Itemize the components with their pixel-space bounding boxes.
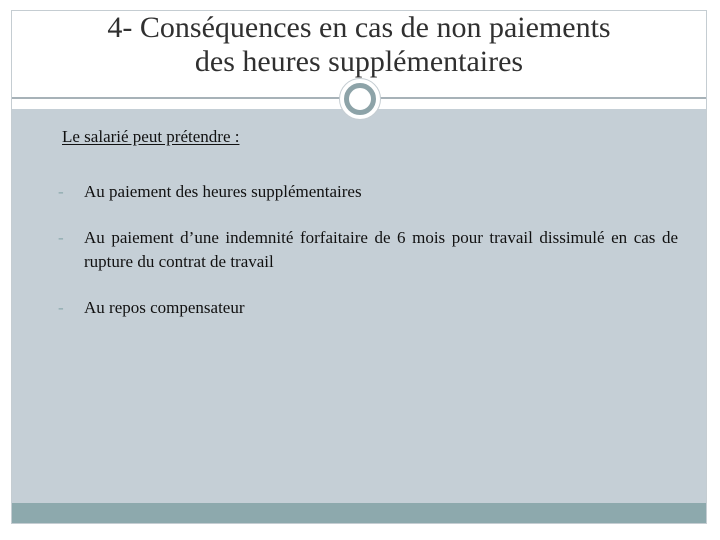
slide-title-line-2: des heures supplémentaires bbox=[194, 45, 524, 78]
bullet-marker: - bbox=[58, 182, 64, 201]
ring-ornament-icon bbox=[339, 78, 381, 120]
list-item bbox=[58, 226, 678, 274]
bullet-text: Au paiement d’une indemnité forfaitaire de 6 mois pour travail dissimulé en cas de rupture du contrat de travail bbox=[84, 228, 678, 271]
bullet-text: Au repos compensateur bbox=[84, 298, 245, 317]
bullet-marker: - bbox=[58, 298, 64, 317]
bullet-list bbox=[58, 180, 678, 320]
list-item bbox=[58, 180, 678, 204]
bullet-marker: - bbox=[58, 228, 64, 247]
bottom-bar bbox=[12, 503, 706, 523]
bullet-text: Au paiement des heures supplémentaires bbox=[84, 182, 362, 201]
list-item bbox=[58, 296, 678, 320]
slide-title bbox=[12, 11, 706, 79]
slide-title-line-1: 4- Conséquences en cas de non paiements bbox=[107, 11, 611, 44]
lead-text: Le salarié peut prétendre : bbox=[62, 127, 240, 146]
ring-ornament-inner bbox=[344, 83, 376, 115]
